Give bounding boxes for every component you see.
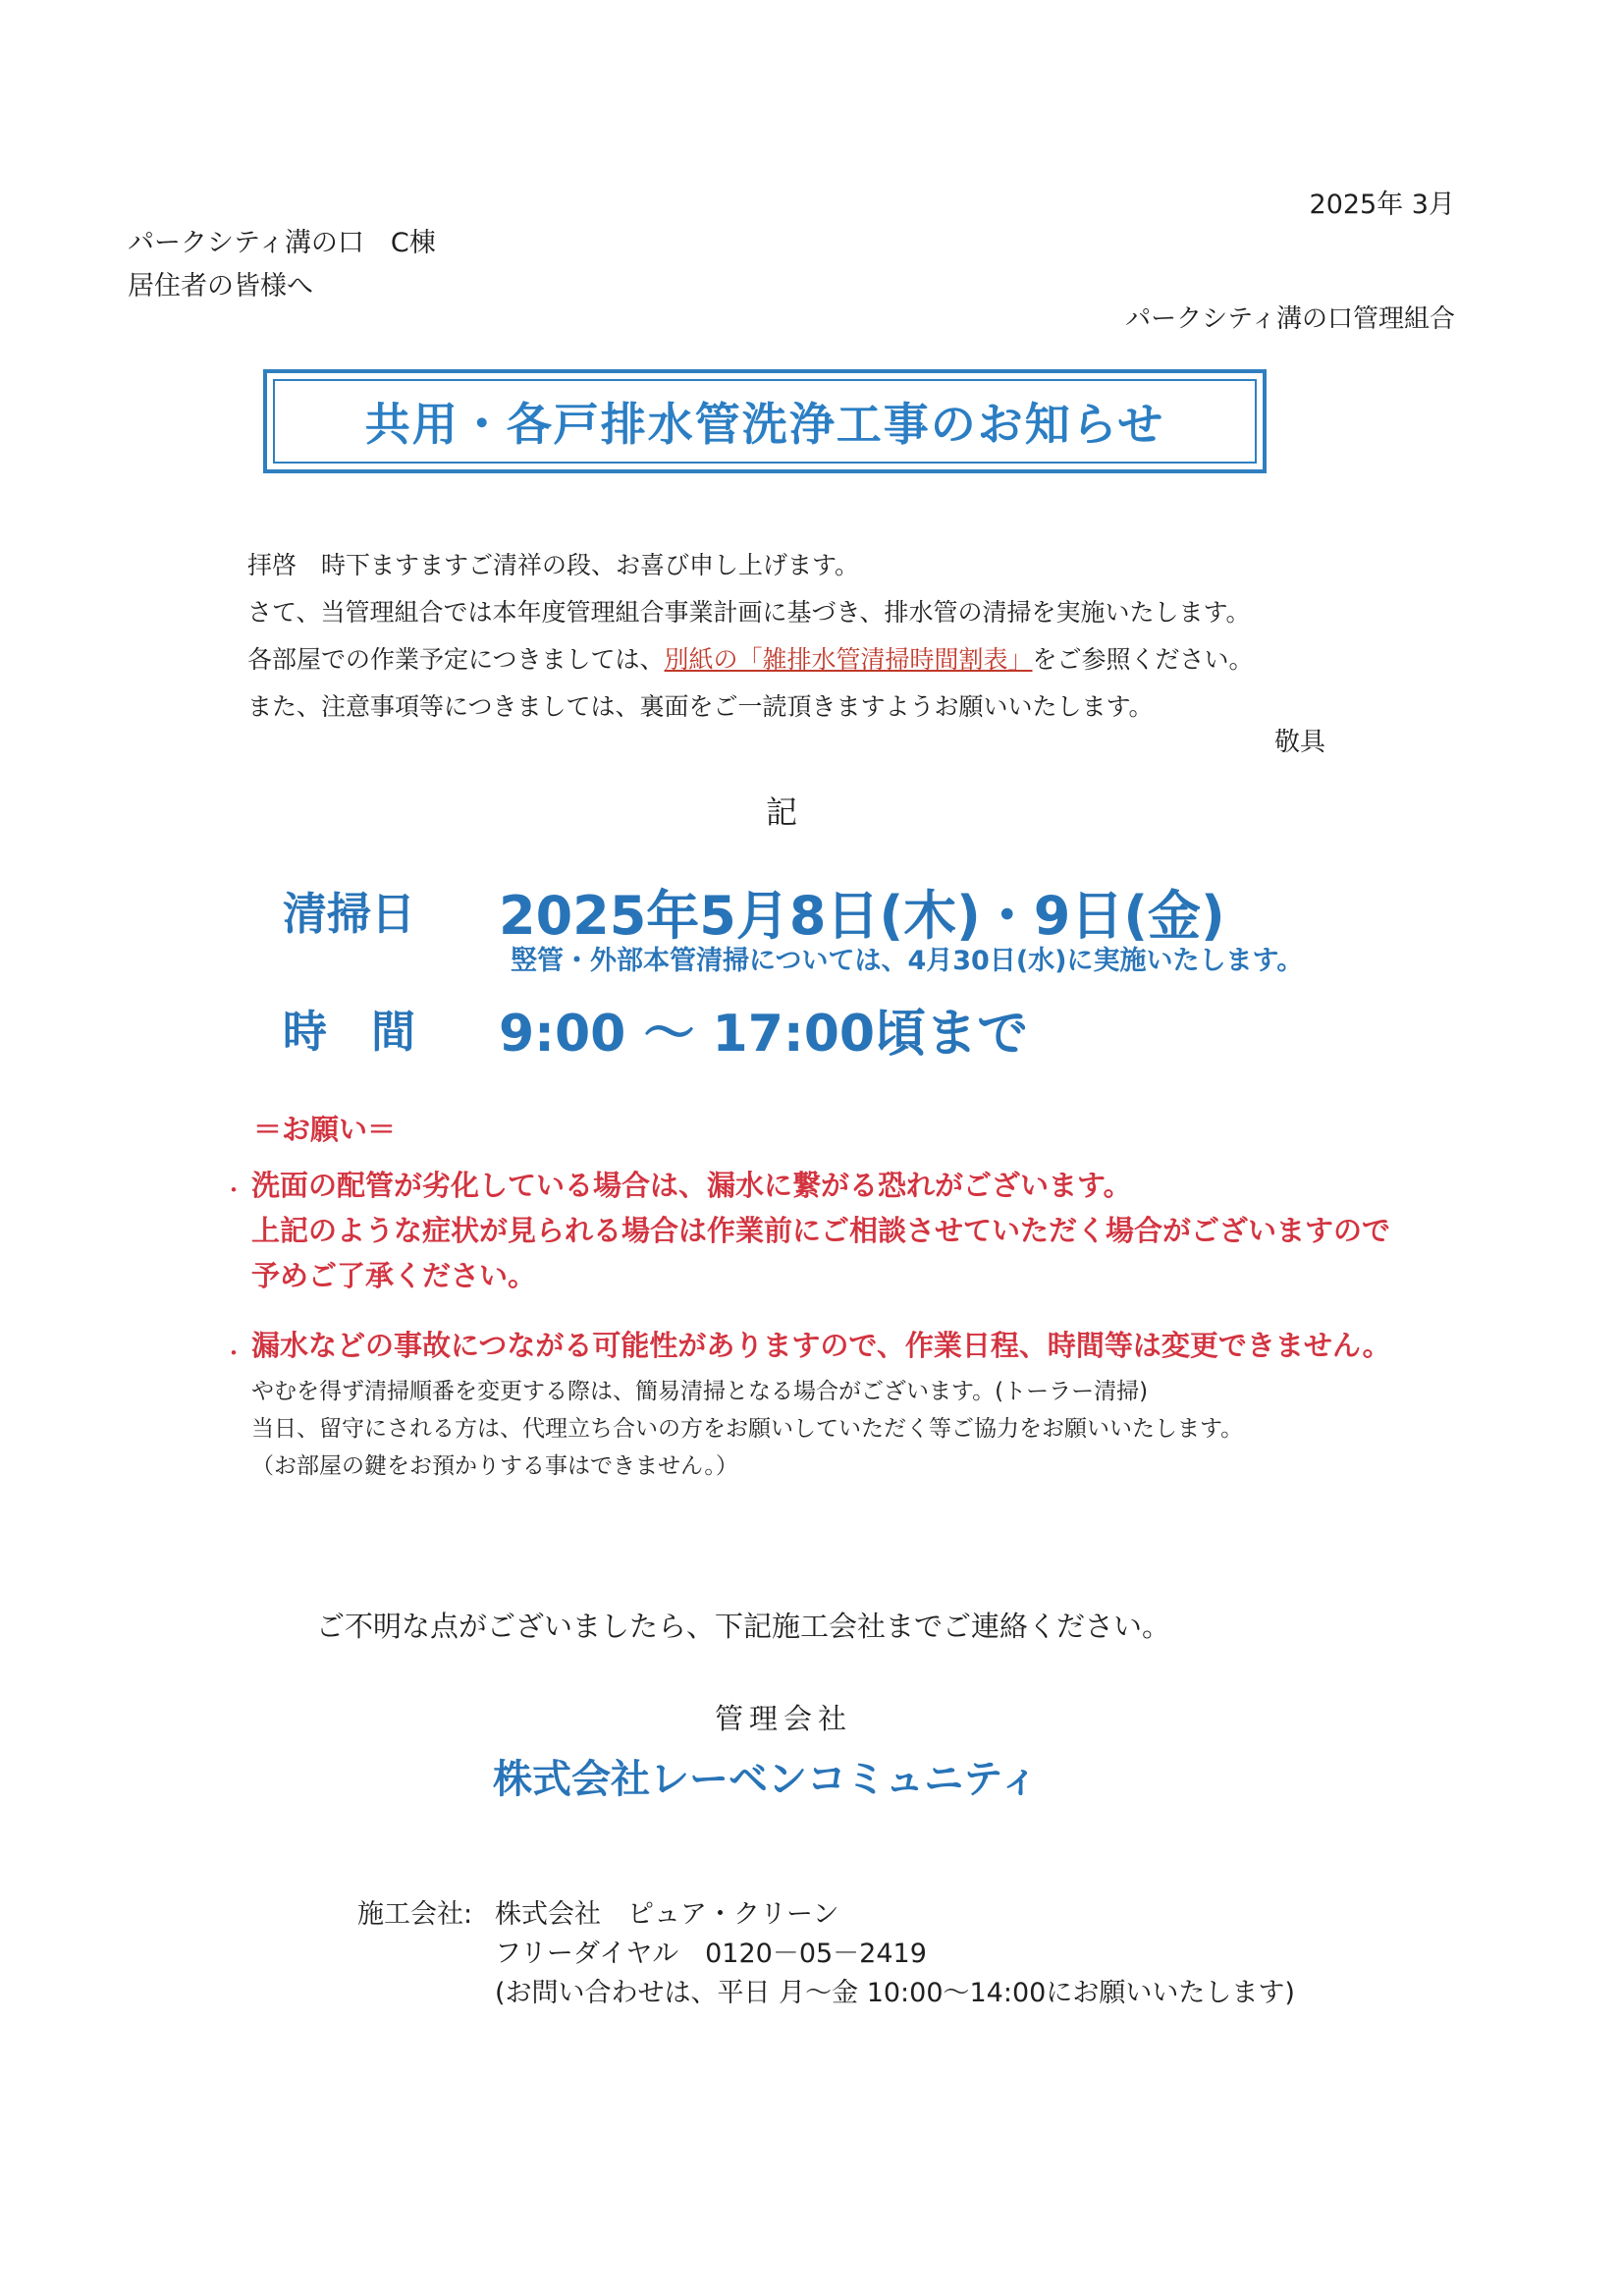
contractor-hours: (お問い合わせは、平日 月～金 10:00～14:00にお願いいたします) [495,1978,1295,2008]
request-1-line-1: 洗面の配管が劣化している場合は、漏水に繋がる恐れがございます。 [251,1169,1132,1202]
body-line-purpose: さて、当管理組合では本年度管理組合事業計画に基づき、排水管の清掃を実施いたします。 [247,598,1251,627]
cleaning-date-label: 清掃日 [283,888,416,940]
time-value: 9:00 ～ 17:00頃まで [499,1005,1029,1064]
body-paragraph [247,542,1254,731]
issuer-name: パークシティ溝の口管理組合 [1125,304,1455,334]
recipient-building: パークシティ溝の口 C棟 [128,228,436,258]
request-item-2: 漏水などの事故につながる可能性がありますので、作業日程、時間等は変更できません。 [251,1329,1391,1362]
request-item-1 [251,1163,1390,1298]
bullet-icon: ・ [222,1176,245,1204]
contractor-name: 株式会社 ピュア・クリーン [495,1899,839,1930]
request-2-note-2: 当日、留守にされる方は、代理立ち合いの方をお願いしていただく等ご協力をお願いいたします。 [251,1416,1244,1442]
ki-heading: 記 [766,793,798,831]
request-2-note-3: （お部屋の鍵をお預かりする事はできません。） [251,1453,738,1479]
requests-heading: ＝お願い＝ [253,1113,397,1146]
schedule-table-link[interactable]: 別紙の「雑排水管清掃時間割表」 [664,645,1033,674]
body-line-greeting: 拝啓 時下ますますご清祥の段、お喜び申し上げます。 [247,551,860,579]
recipient-block [128,222,436,308]
recipient-residents: 居住者の皆様へ [128,271,313,301]
body-line3-post: をご参照ください。 [1032,645,1254,674]
title-frame [263,369,1267,473]
body-line-notes-ref: また、注意事項等につきましては、裏面をご一読頂きますようお願いいたします。 [247,692,1154,721]
cleaning-date-note: 竪管・外部本管清掃については、4月30日(水)に実施いたします。 [511,946,1304,976]
request-2-note-1: やむを得ず清掃順番を変更する際は、簡易清掃となる場合がございます。(トーラー清掃) [251,1379,1149,1404]
request-1-line-3: 予めご了承ください。 [251,1259,537,1292]
management-company-label: 管理会社 [715,1702,853,1735]
inquiry-text: ご不明な点がございましたら、下記施工会社までご連絡ください。 [316,1610,1171,1643]
contractor-label: 施工会社: [357,1899,473,1930]
issue-date: 2025年 3月 [1309,190,1455,220]
request-1-line-2: 上記のような症状が見られる場合は作業前にご相談させていただく場合がございますので [251,1214,1391,1247]
cleaning-date-value: 2025年5月8日(木)・9日(金) [499,885,1225,947]
closing-salutation: 敬具 [1274,728,1326,757]
body-line-schedule-ref [247,636,1254,683]
management-company-name: 株式会社レーベンコミュニティ [493,1757,1039,1802]
time-label: 時 間 [283,1006,416,1058]
bullet-icon: ・ [222,1339,245,1367]
request-2-notes [251,1373,1243,1485]
notice-title: 共用・各戸排水管洗浄工事のお知らせ [364,398,1165,451]
contractor-info [495,1895,1295,2013]
body-line3-pre: 各部屋での作業予定につきましては、 [247,645,665,674]
contractor-phone: フリーダイヤル 0120－05－2419 [495,1939,927,1969]
